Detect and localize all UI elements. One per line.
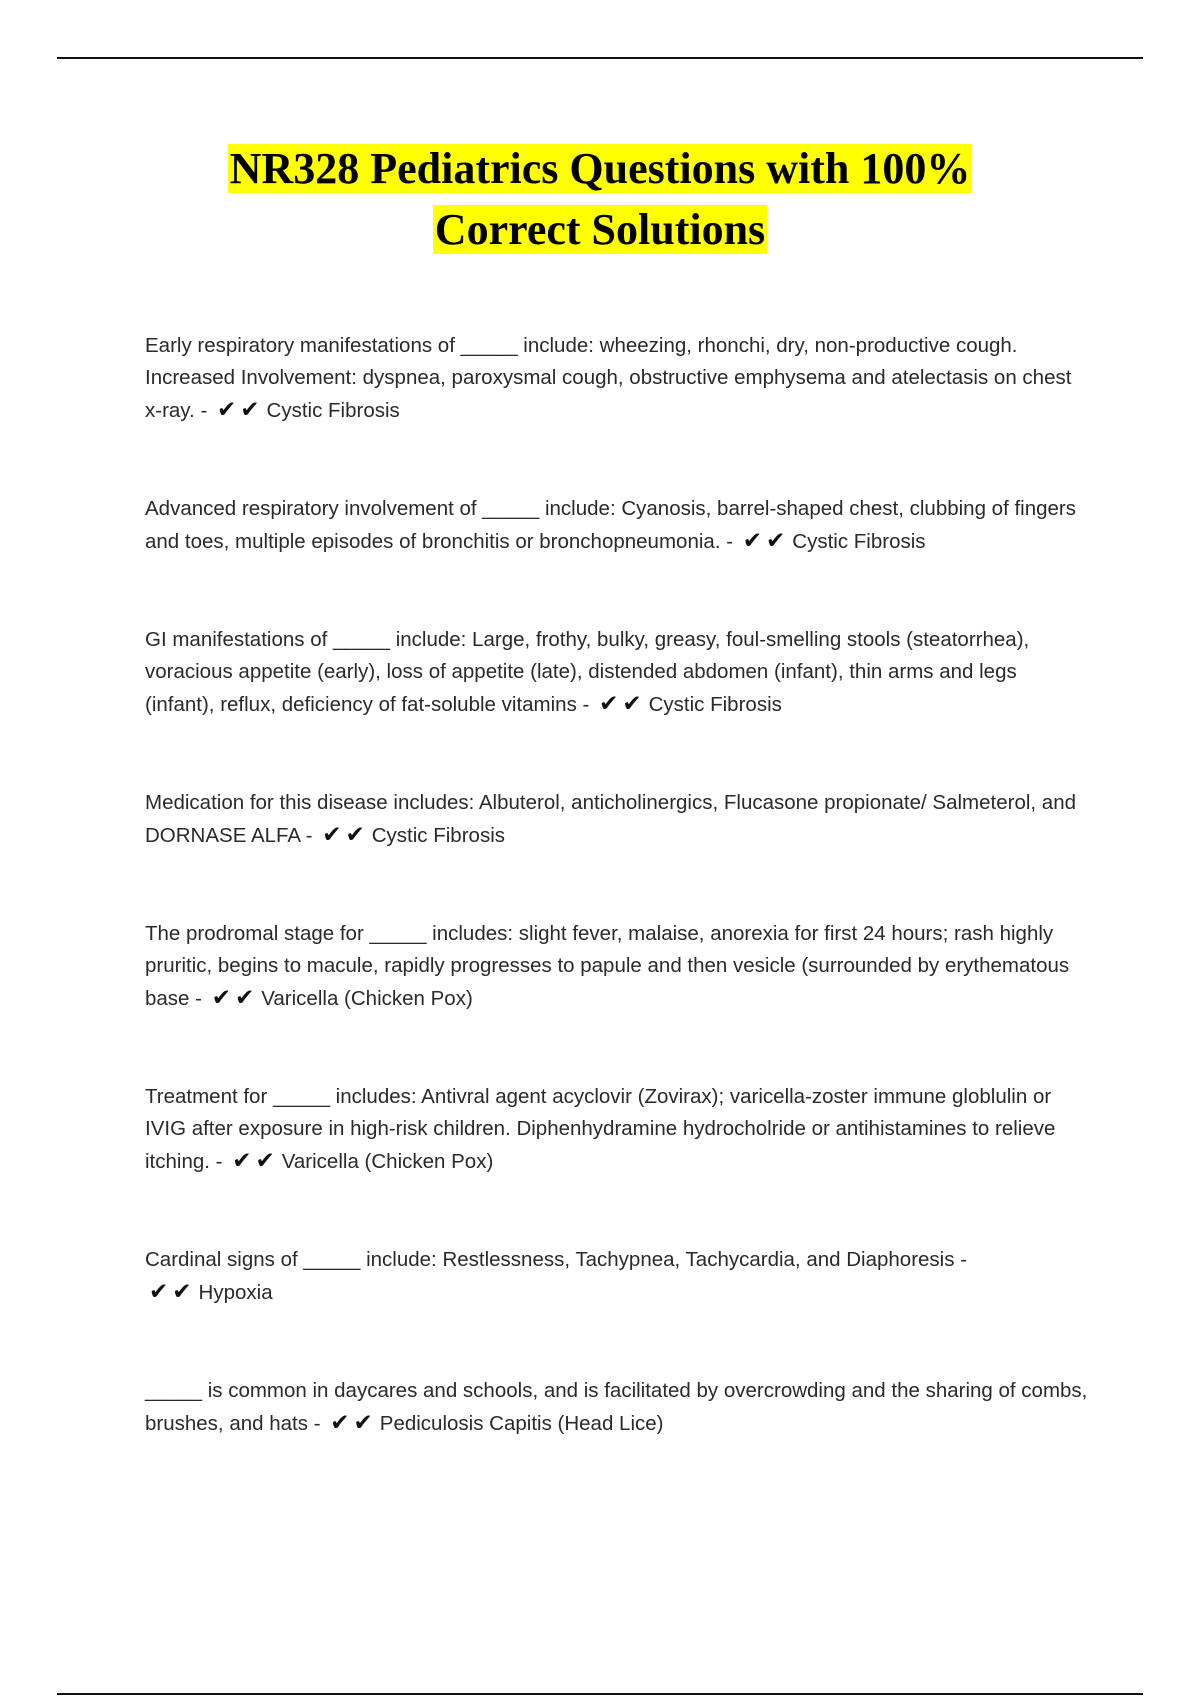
question-text: The prodromal stage for _____ includes: slight fever, malaise, anorexia for first 24 hours; rash highly pruritic, begins to macule, rapidly progresses to papule and then vesicle (surrounded by erythematous base [145, 922, 1070, 1010]
answer-text: Cystic Fibrosis [648, 693, 782, 716]
question-text: Medication for this disease includes: Albuterol, anticholinergics, Flucasone propionate/ Salmeterol, and DORNASE ALFA [145, 791, 1076, 847]
qa-item [145, 918, 1090, 1015]
question-text: Early respiratory manifestations of _____ include: wheezing, rhonchi, dry, non-productive cough. Increased Involvement: dyspnea, paroxysmal cough, obstructive emphysema and atelectasis on chest x-ray. [145, 334, 1072, 422]
qa-item [145, 493, 1090, 558]
page-title [0, 138, 1200, 260]
bottom-rule [57, 1693, 1143, 1695]
question-text: Advanced respiratory involvement of _____ include: Cyanosis, barrel-shaped chest, clubbing of fingers and toes, multiple episodes of bronchitis or bronchopneumonia. [145, 497, 1076, 553]
answer-text: Varicella (Chicken Pox) [261, 987, 473, 1010]
qa-item [145, 1244, 1090, 1309]
check-icon: ✔✔ [211, 985, 259, 1011]
check-icon: ✔✔ [742, 528, 790, 554]
question-text: Treatment for _____ includes: Antivral agent acyclovir (Zovirax); varicella-zoster immune globlulin or IVIG after exposure in high-risk children. Diphenhydramine hydrocholride or antihistamines to relieve itching. [145, 1085, 1056, 1173]
separator: - [582, 693, 590, 716]
check-icon: ✔✔ [216, 397, 264, 423]
check-icon: ✔✔ [149, 1279, 196, 1305]
question-text: Cardinal signs of _____ include: Restlessness, Tachypnea, Tachycardia, and Diaphoresis [145, 1248, 955, 1271]
check-icon: ✔✔ [232, 1148, 279, 1174]
qa-list [145, 330, 1090, 1440]
separator: - [200, 399, 208, 422]
separator: - [305, 824, 313, 847]
title-line-1: NR328 Pediatrics Questions with 100% [229, 144, 971, 193]
answer-text: Pediculosis Capitis (Head Lice) [379, 1412, 664, 1435]
answer-text: Cystic Fibrosis [371, 824, 505, 847]
check-icon: ✔✔ [599, 691, 646, 717]
qa-item [145, 330, 1090, 427]
separator: - [726, 530, 734, 553]
answer-text: Varicella (Chicken Pox) [281, 1150, 494, 1173]
separator: - [960, 1248, 968, 1271]
check-icon: ✔✔ [330, 1410, 377, 1436]
qa-item [145, 624, 1090, 721]
separator: - [195, 987, 202, 1010]
top-rule [57, 57, 1143, 59]
title-line-2: Correct Solutions [434, 205, 766, 254]
question-text: GI manifestations of _____ include: Large, frothy, bulky, greasy, foul-smelling stools (steatorrhea), voracious appetite (early), loss of appetite (late), distended abdomen (infant), thin arms and legs (infant), reflux, deficiency of fat-soluble vitamins [145, 628, 1030, 716]
answer-text: Hypoxia [198, 1281, 273, 1304]
qa-item [145, 787, 1090, 852]
answer-text: Cystic Fibrosis [266, 399, 400, 422]
question-text: _____ is common in daycares and schools, and is facilitated by overcrowding and the sharing of combs, brushes, and hats [145, 1379, 1088, 1435]
separator: - [313, 1412, 321, 1435]
check-icon: ✔✔ [322, 822, 369, 848]
qa-item [145, 1081, 1090, 1178]
answer-text: Cystic Fibrosis [792, 530, 926, 553]
qa-item [145, 1375, 1090, 1440]
separator: - [215, 1150, 223, 1173]
